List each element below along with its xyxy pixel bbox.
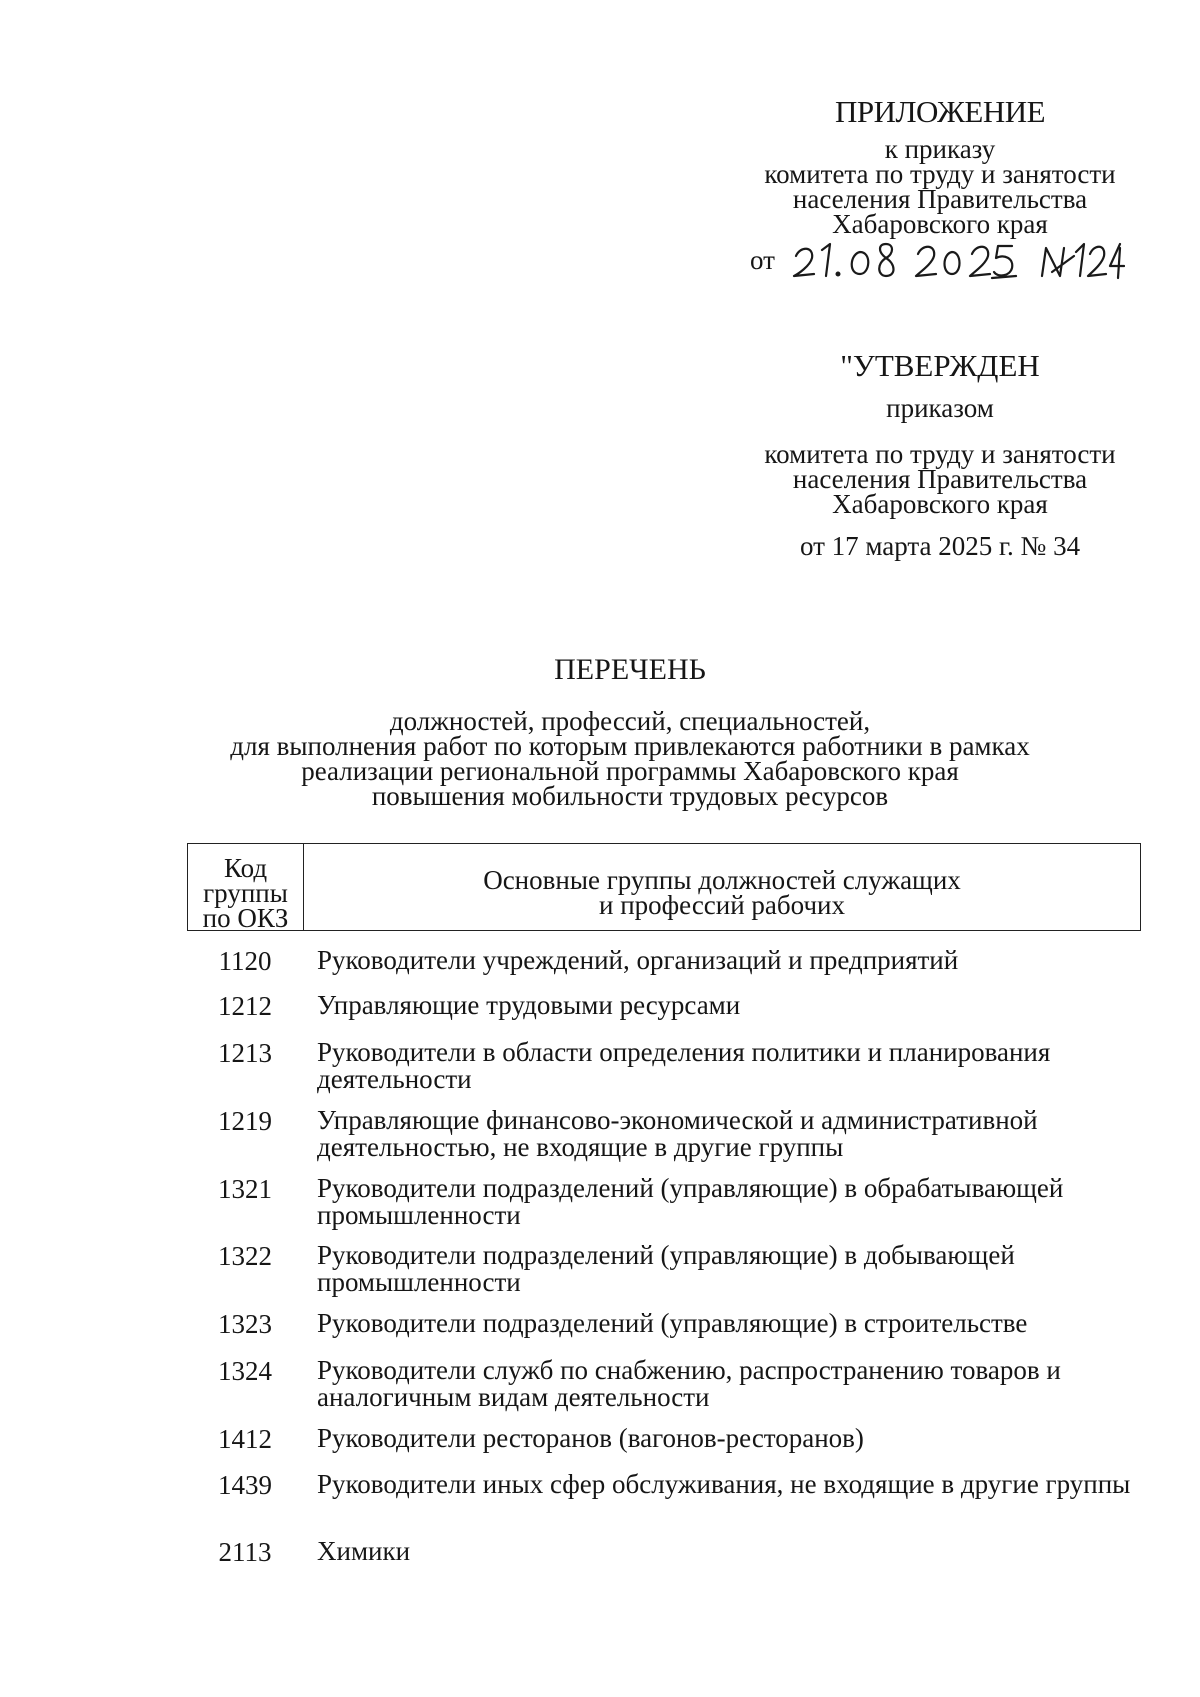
appendix-line-2: комитета по труду и занятости <box>764 159 1116 189</box>
row-code: 1212 <box>218 991 272 1021</box>
row-code: 1321 <box>218 1174 272 1204</box>
row-code: 1323 <box>218 1309 272 1339</box>
document-title-line-4: повышения мобильности трудовых ресурсов <box>371 781 889 811</box>
row-name: Руководители подразделений (управляющие) в добывающей промышленности <box>317 1240 1015 1297</box>
row-code: 1322 <box>218 1241 272 1271</box>
header-code-line-3: по ОКЗ <box>202 903 289 933</box>
row-name: Руководители подразделений (управляющие) в обрабатывающей промышленности <box>317 1173 1064 1230</box>
row-code: 1219 <box>218 1106 272 1136</box>
table-row <box>187 992 1141 1020</box>
row-code: 2113 <box>218 1537 272 1567</box>
table-row <box>187 1107 1141 1161</box>
document-title-line-1: должностей, профессий, специальностей, <box>389 706 871 736</box>
table-row <box>187 1357 1141 1411</box>
header-code-line-1: Код <box>223 853 268 883</box>
row-name: Управляющие трудовыми ресурсами <box>317 990 741 1020</box>
row-code: 1412 <box>218 1424 272 1454</box>
header-name-cell <box>304 844 1140 930</box>
row-name: Руководители подразделений (управляющие) в строительстве <box>317 1308 1028 1338</box>
appendix-date-line <box>750 236 1125 284</box>
table-row <box>187 947 1141 975</box>
approval-block <box>740 350 1140 560</box>
document-title-line-3: реализации региональной программы Хабаровского края <box>301 756 959 786</box>
table-row <box>187 1538 1141 1566</box>
document-title-line-2: для выполнения работ по которым привлекаются работники в рамках <box>230 731 1030 761</box>
handwritten-date-signature <box>790 236 1125 284</box>
header-name-line-1: Основные группы должностей служащих <box>483 865 961 895</box>
approval-line-1: комитета по труду и занятости <box>764 439 1116 469</box>
row-name: Химики <box>317 1536 411 1566</box>
table-row <box>187 1039 1141 1093</box>
occupation-table <box>187 843 1141 1567</box>
table-row <box>187 1175 1141 1229</box>
approval-title: "УТВЕРЖДЕН <box>840 348 1040 383</box>
approval-date: от 17 марта 2025 г. № 34 <box>799 531 1081 561</box>
row-name: Руководители иных сфер обслуживания, не входящие в другие группы <box>317 1469 1131 1499</box>
row-code: 1439 <box>218 1470 272 1500</box>
header-code-cell <box>188 844 304 933</box>
document-heading: ПЕРЕЧЕНЬ <box>554 653 706 686</box>
header-code-line-2: группы <box>203 878 288 908</box>
row-code: 1120 <box>218 946 272 976</box>
appendix-line-3: населения Правительства <box>792 184 1088 214</box>
table-header <box>187 843 1141 931</box>
appendix-title: ПРИЛОЖЕНИЕ <box>834 94 1046 129</box>
approval-line-2: населения Правительства <box>792 464 1088 494</box>
approval-line-3: Хабаровского края <box>832 489 1048 519</box>
table-row <box>187 1471 1141 1499</box>
row-name: Руководители ресторанов (вагонов-ресторанов) <box>317 1423 864 1453</box>
row-name: Руководители служб по снабжению, распространению товаров и аналогичным видам деятельности <box>317 1355 1061 1412</box>
row-name: Управляющие финансово-экономической и административной деятельностью, не входящие в другие группы <box>317 1105 1038 1162</box>
row-code: 1324 <box>218 1356 272 1386</box>
appendix-line-1: к приказу <box>884 134 996 164</box>
table-row <box>187 1310 1141 1338</box>
header-name-line-2: и профессий рабочих <box>599 890 845 920</box>
approval-sub: приказом <box>886 393 994 423</box>
table-row <box>187 1425 1141 1453</box>
table-row <box>187 1242 1141 1296</box>
appendix-block <box>740 96 1140 237</box>
appendix-line-4: Хабаровского края <box>832 209 1048 239</box>
document-title-block <box>180 655 1080 809</box>
row-code: 1213 <box>218 1038 272 1068</box>
date-prefix: от <box>750 244 775 275</box>
row-name: Руководители учреждений, организаций и предприятий <box>317 945 959 975</box>
row-name: Руководители в области определения политики и планирования деятельности <box>317 1037 1051 1094</box>
